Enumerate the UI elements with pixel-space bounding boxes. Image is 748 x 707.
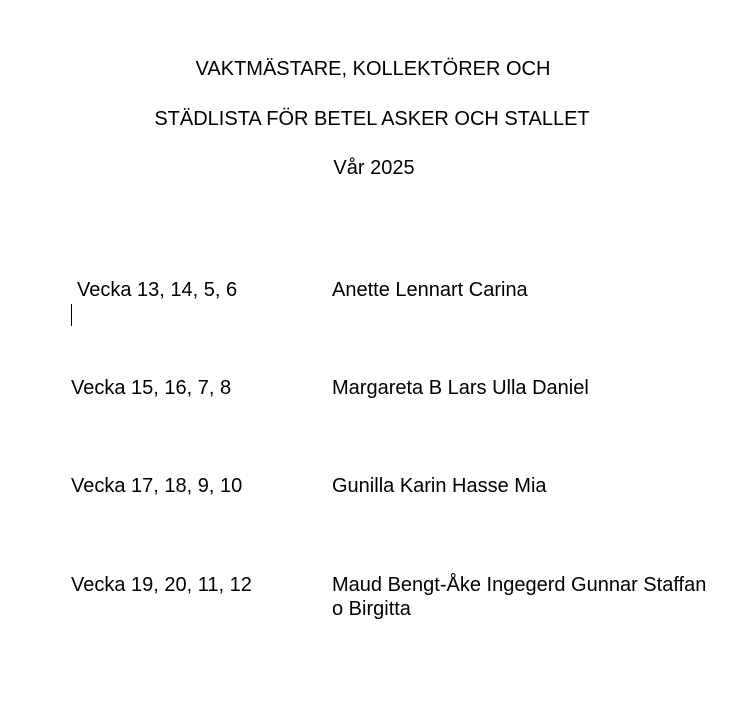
schedule-weeks: Vecka 15, 16, 7, 8 [71, 377, 232, 399]
document-season: Vår 2025 [333, 157, 415, 179]
document-title-line-1: VAKTMÄSTARE, KOLLEKTÖRER OCH [195, 58, 551, 80]
schedule-names: Maud Bengt-Åke Ingegerd Gunnar Staffan o Birgitta [332, 574, 707, 620]
schedule-weeks: Vecka 17, 18, 9, 10 [71, 475, 243, 497]
schedule-weeks: Vecka 19, 20, 11, 12 [71, 574, 252, 596]
schedule-names: Anette Lennart Carina [332, 279, 528, 301]
document-title-line-2: STÄDLISTA FÖR BETEL ASKER OCH STALLET [154, 108, 590, 130]
schedule-weeks: Vecka 13, 14, 5, 6 [77, 279, 238, 301]
schedule-names: Margareta B Lars Ulla Daniel [332, 377, 589, 399]
text-cursor [71, 304, 72, 326]
schedule-names: Gunilla Karin Hasse Mia [332, 475, 547, 497]
